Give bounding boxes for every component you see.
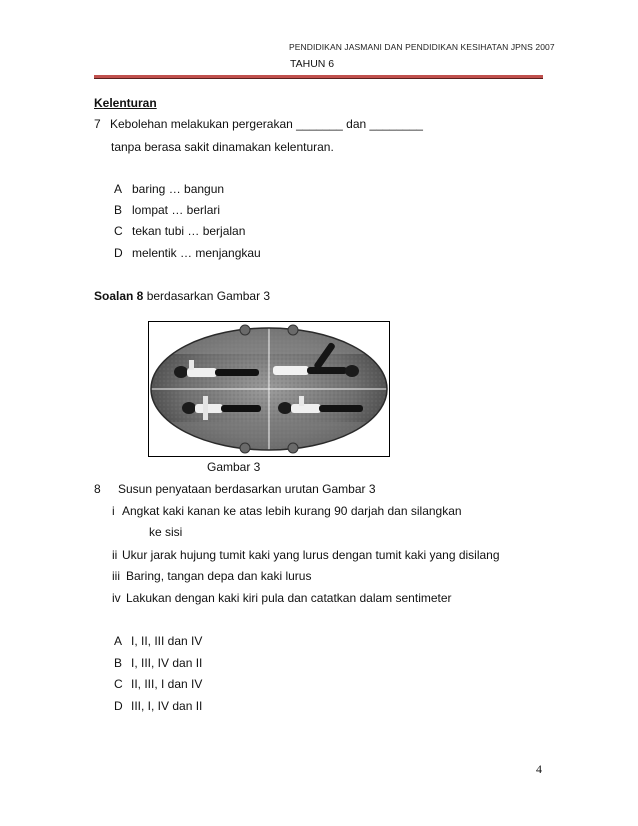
soalan-heading-bold: Soalan 8	[94, 289, 144, 303]
q7-line1: Kebolehan melakukan pergerakan _______ dan ________	[110, 117, 423, 131]
q7-line2: tanpa berasa sakit dinamakan kelenturan.	[111, 140, 334, 154]
q8-statement-num: i	[112, 504, 115, 518]
header-year: TAHUN 6	[290, 58, 335, 70]
header-rule-dark	[94, 78, 543, 79]
q8-option-text: II, III, I dan IV	[131, 677, 203, 691]
figure-caption: Gambar 3	[207, 460, 261, 474]
header-title: PENDIDIKAN JASMANI DAN PENDIDIKAN KESIHATAN JPNS 2007	[289, 42, 555, 52]
soalan-heading-rest: berdasarkan Gambar 3	[143, 289, 271, 303]
q8-option-letter: B	[114, 656, 123, 670]
q8-statement-text: ke sisi	[149, 525, 183, 539]
marker-dot	[288, 443, 298, 453]
q8-option-letter: D	[114, 699, 123, 713]
section-title: Kelenturan	[94, 96, 157, 110]
q7-option-text: melentik … menjangkau	[132, 246, 261, 260]
page-number: 4	[536, 762, 542, 776]
q8-option-letter: C	[114, 677, 123, 691]
q8-statement-text: Baring, tangan depa dan kaki lurus	[126, 569, 312, 583]
marker-dot	[240, 325, 250, 335]
q8-statement-num: iv	[112, 591, 121, 605]
q8-option-text: I, II, III dan IV	[131, 634, 203, 648]
q8-option-text: I, III, IV dan II	[131, 656, 203, 670]
q7-option-letter: C	[114, 224, 123, 238]
q7-option-letter: A	[114, 182, 123, 196]
marker-dot	[240, 443, 250, 453]
marker-dot	[288, 325, 298, 335]
q8-prompt: Susun penyataan berdasarkan urutan Gambar 3	[118, 482, 376, 496]
q8-statement-num: ii	[112, 548, 118, 562]
q8-number: 8	[94, 482, 101, 496]
q7-option-letter: D	[114, 246, 123, 260]
q8-statement-text: Angkat kaki kanan ke atas lebih kurang 90 darjah dan silangkan	[122, 504, 462, 518]
q8-statement-text: Ukur jarak hujung tumit kaki yang lurus dengan tumit kaki yang disilang	[122, 548, 500, 562]
q8-option-text: III, I, IV dan II	[131, 699, 203, 713]
q7-option-letter: B	[114, 203, 123, 217]
q7-number: 7	[94, 117, 101, 131]
soalan-heading	[94, 289, 270, 303]
gambar-3-figure	[148, 321, 390, 457]
flexibility-test-illustration	[149, 322, 389, 456]
q7-option-text: tekan tubi … berjalan	[132, 224, 246, 238]
q8-statement-num: iii	[112, 569, 120, 583]
q8-statement-text: Lakukan dengan kaki kiri pula dan catatkan dalam sentimeter	[126, 591, 452, 605]
q7-option-text: lompat … berlari	[132, 203, 221, 217]
q7-option-text: baring … bangun	[132, 182, 225, 196]
q8-option-letter: A	[114, 634, 123, 648]
